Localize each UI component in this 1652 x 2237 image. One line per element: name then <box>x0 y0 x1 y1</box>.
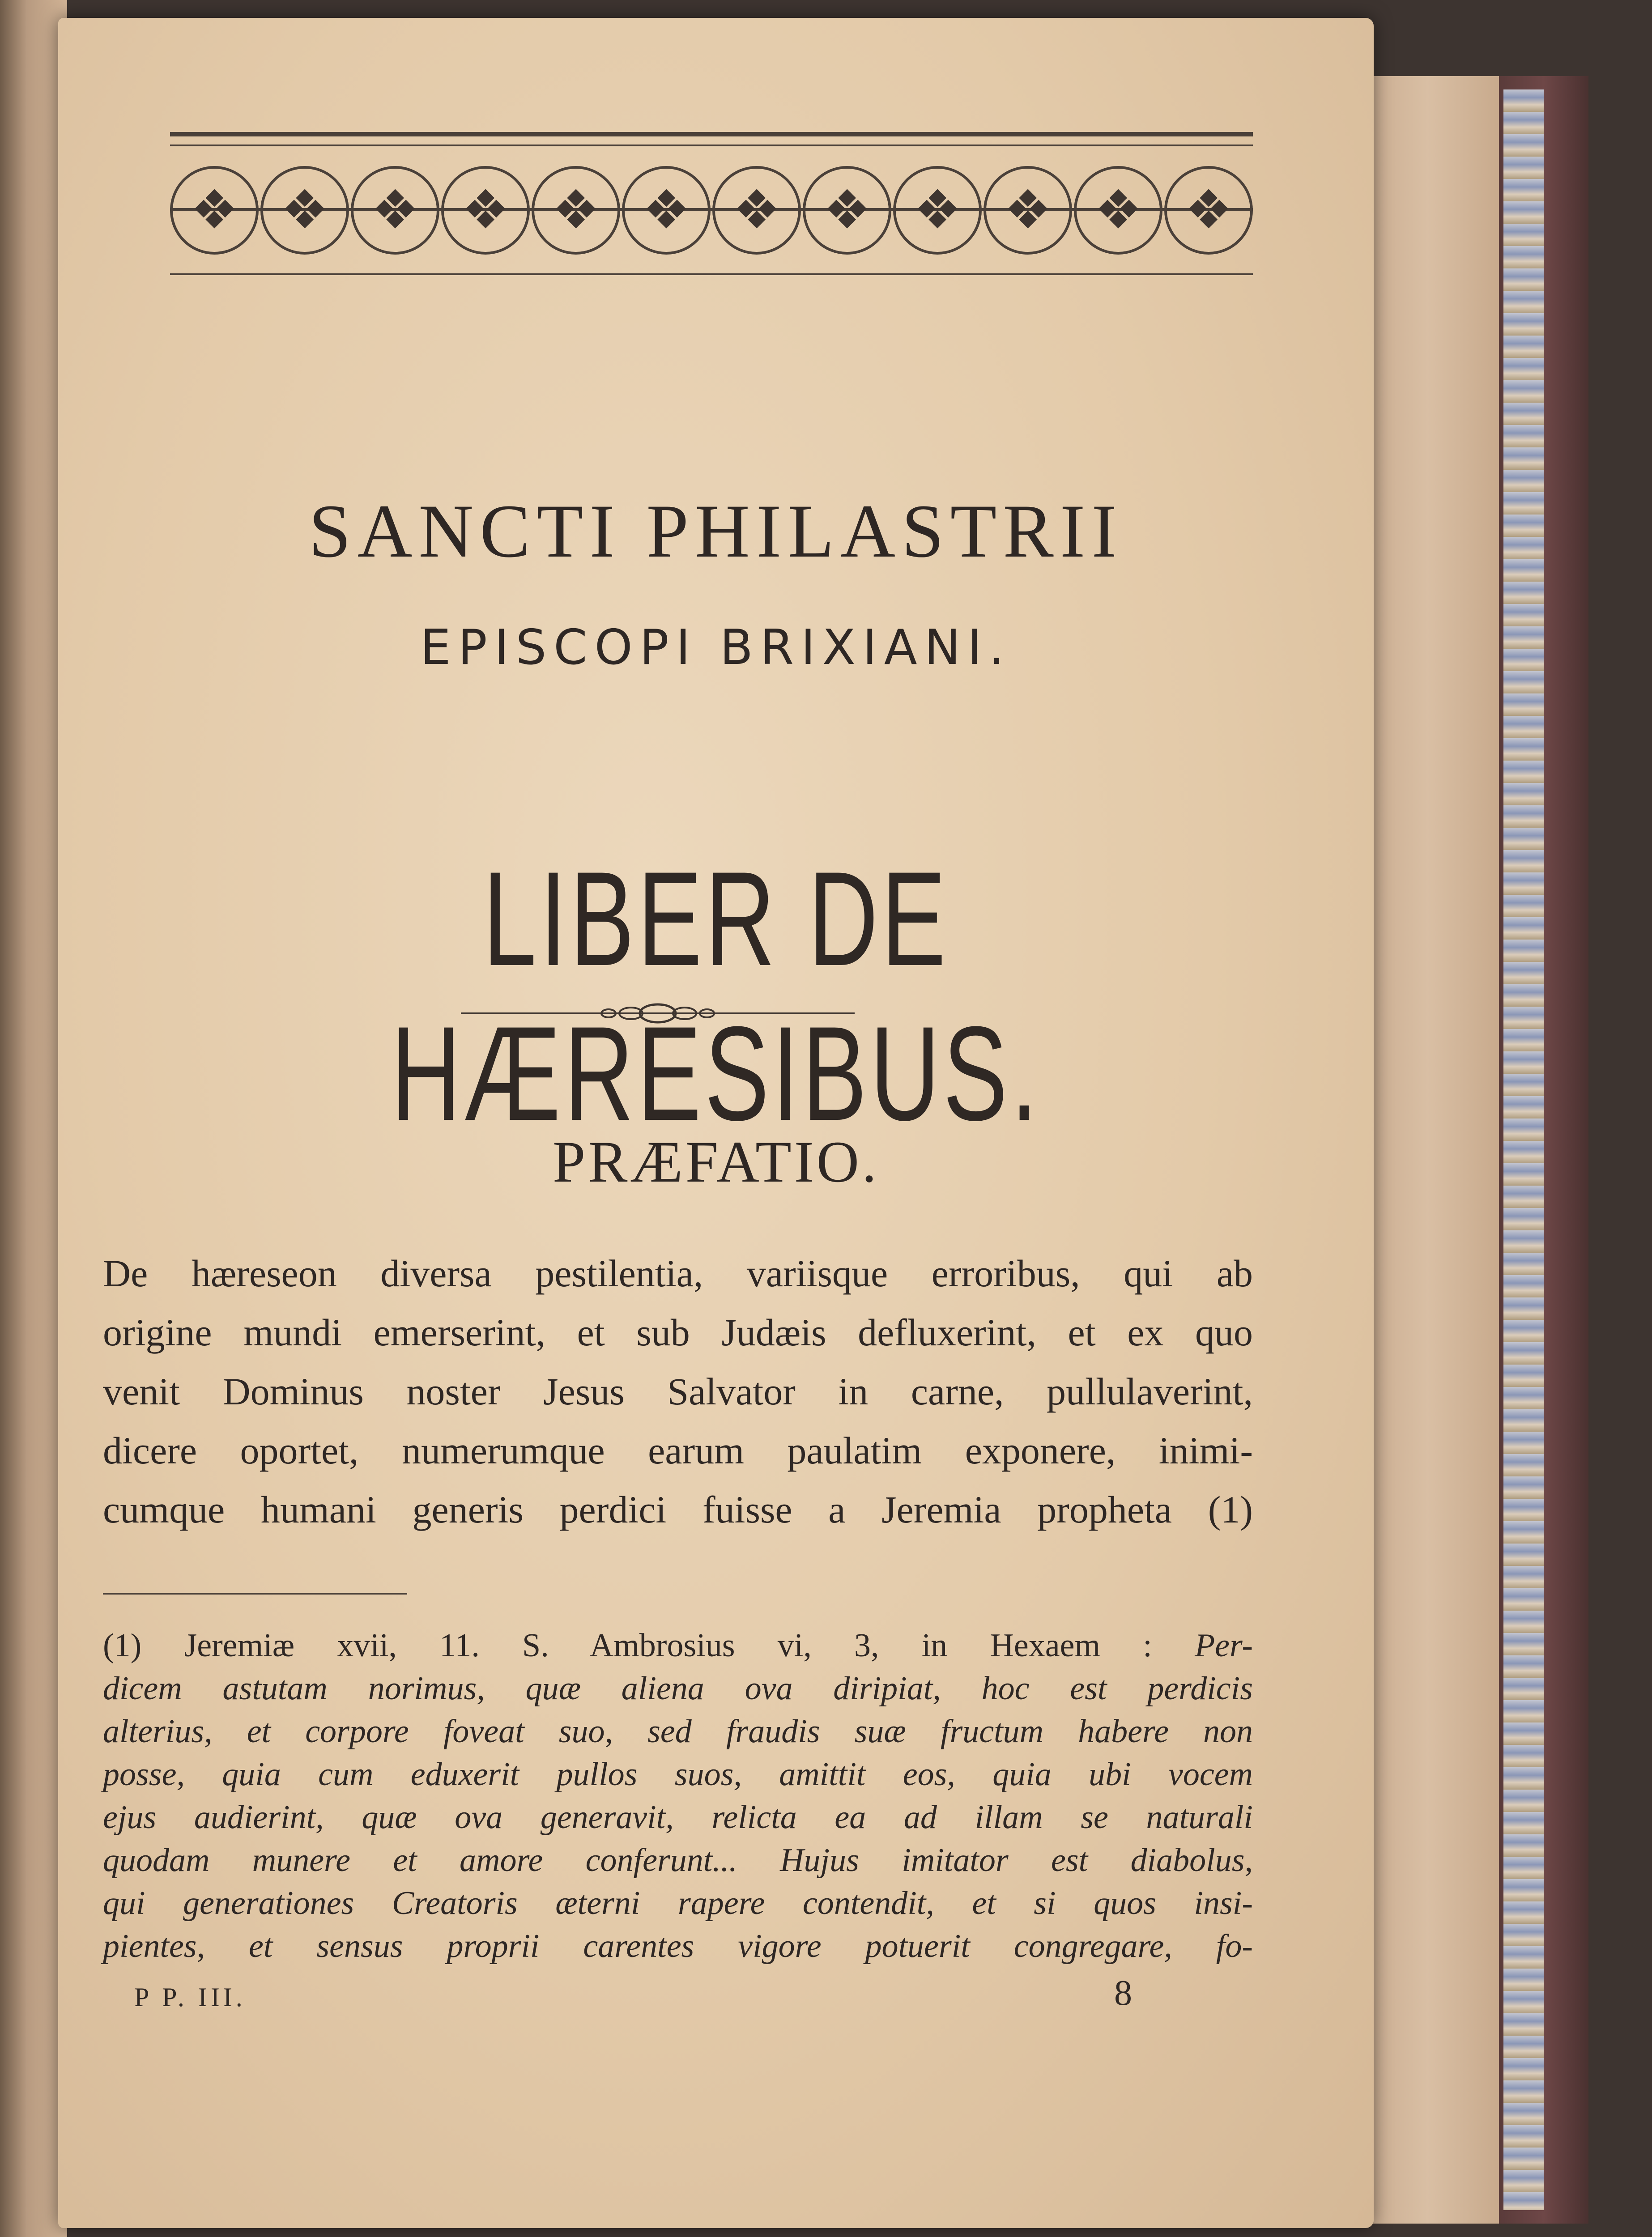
band-bottom-rule <box>170 273 1253 275</box>
swirl-ornament-icon: ❖ <box>622 166 711 255</box>
footnote-rule <box>103 1593 407 1595</box>
left-page-edge <box>0 0 67 2237</box>
band-top-rule <box>170 132 1253 136</box>
footnote-line: ejus audierint, quæ ova generavit, relicta ea ad illam se naturali <box>103 1799 1253 1836</box>
title-bishop: EPISCOPI BRIXIANI. <box>420 620 1012 676</box>
preface-line: cumque humani generis perdici fuisse a Jeremia propheta (1) <box>103 1488 1253 1531</box>
ornament-row <box>170 157 1253 264</box>
page-number: 8 <box>1114 1973 1132 2013</box>
swirl-ornament-icon: ❖ <box>712 166 801 255</box>
swirl-ornament-icon: ❖ <box>532 166 620 255</box>
ornamental-header-band <box>170 132 1253 284</box>
footnote-line: alterius, et corpore foveat suo, sed fraudis suæ fructum habere non <box>103 1713 1253 1750</box>
book-page <box>58 18 1374 2228</box>
footnote-line: posse, quia cum eduxerit pullos suos, amittit eos, quia ubi vocem <box>103 1756 1253 1793</box>
signature-mark: P P. III. <box>134 1982 246 2012</box>
swirl-ornament-icon: ❖ <box>984 166 1072 255</box>
footnote-first-line <box>103 1624 1253 1667</box>
footnote-reference: (1) Jeremiæ xvii, 11. S. Ambrosius vi, 3, in Hexaem : <box>103 1627 1195 1664</box>
footnote-line: qui generationes Creatoris æterni rapere contendit, et si quos insi- <box>103 1885 1253 1922</box>
swirl-ornament-icon: ❖ <box>170 166 259 255</box>
preface-line: origine mundi emerserint, et sub Judæis defluxerint, et ex quo <box>103 1311 1253 1354</box>
swirl-ornament-icon: ❖ <box>260 166 349 255</box>
preface-line: venit Dominus noster Jesus Salvator in carne, pullulaverint, <box>103 1370 1253 1413</box>
title-saint: SANCTI PHILASTRII <box>309 489 1123 573</box>
title-work: LIBER DE HÆRESIBUS. <box>391 843 1041 1148</box>
preface-text <box>103 1244 1253 1539</box>
swirl-ornament-icon: ❖ <box>1074 166 1162 255</box>
footnote-line: pientes, et sensus proprii carentes vigore potuerit congregare, fo- <box>103 1928 1253 1965</box>
footnote-line: dicem astutam norimus, quæ aliena ova diripiat, hoc est perdicis <box>103 1670 1253 1707</box>
preface-line: dicere oportet, numerumque earum paulatim exponere, inimi- <box>103 1429 1253 1472</box>
footnote-line: quodam munere et amore conferunt... Hujus imitator est diabolus, <box>103 1842 1253 1879</box>
footnote <box>103 1624 1253 1968</box>
swirl-ornament-icon: ❖ <box>893 166 982 255</box>
swirl-ornament-icon: ❖ <box>441 166 530 255</box>
decorative-divider <box>461 1000 855 1027</box>
swirl-ornament-icon: ❖ <box>351 166 439 255</box>
swirl-ornament-icon: ❖ <box>1164 166 1253 255</box>
preface-line: De hæreseon diversa pestilentia, variisque erroribus, qui ab <box>103 1252 1253 1295</box>
footnote-quote-start: Per- <box>1194 1627 1253 1664</box>
preface-heading: PRÆFATIO. <box>552 1129 880 1195</box>
swirl-ornament-icon: ❖ <box>803 166 891 255</box>
band-top-rule-thin <box>170 145 1253 146</box>
marbled-edge <box>1503 89 1544 2210</box>
